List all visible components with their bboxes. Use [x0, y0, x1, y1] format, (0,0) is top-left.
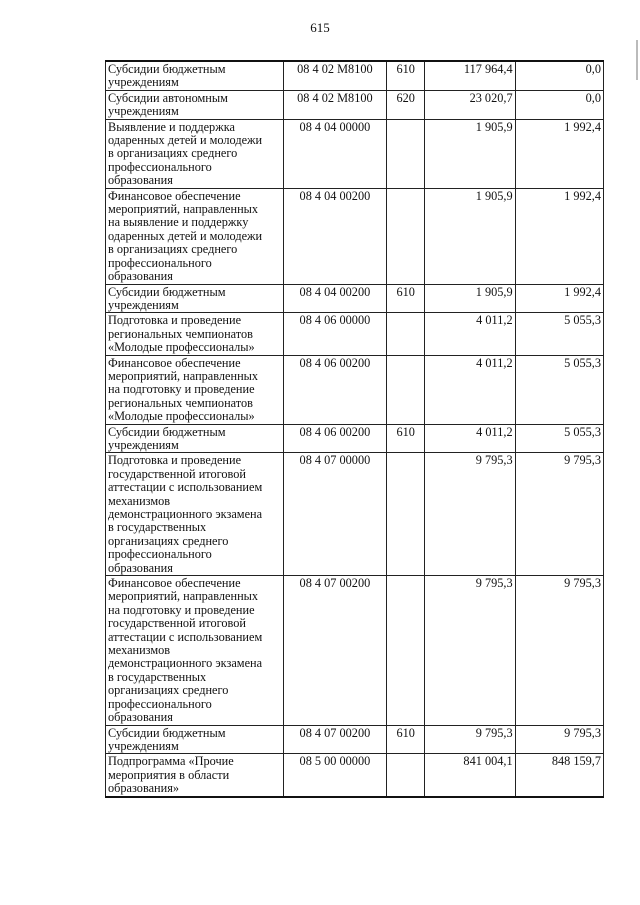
row-code: 08 4 06 00000: [283, 313, 386, 355]
row-value-year1: 9 795,3: [425, 725, 515, 754]
row-value-year2: 1 992,4: [515, 188, 603, 284]
row-expense-type: [387, 355, 425, 424]
row-code: 08 4 04 00200: [283, 188, 386, 284]
table-row: [106, 119, 604, 188]
row-value-year2: 848 159,7: [515, 754, 603, 797]
table-row: [106, 453, 604, 576]
row-value-year2: 0,0: [515, 90, 603, 119]
row-value-year2: 9 795,3: [515, 725, 603, 754]
row-name: Подпрограмма «Прочие мероприятия в области образования»: [106, 754, 284, 797]
page-number: 615: [310, 20, 330, 35]
row-expense-type: 610: [387, 725, 425, 754]
row-code: 08 4 07 00000: [283, 453, 386, 576]
row-value-year1: 1 905,9: [425, 188, 515, 284]
row-name: Финансовое обеспечение мероприятий, направленных на подготовку и проведение государственной итоговой аттестации с использованием механизмов демонстрационного экзамена в государственных организациях среднего профессионального образования: [106, 576, 284, 725]
row-code: 08 4 04 00200: [283, 284, 386, 313]
row-expense-type: 610: [387, 424, 425, 453]
row-value-year1: 1 905,9: [425, 119, 515, 188]
row-value-year1: 4 011,2: [425, 313, 515, 355]
row-expense-type: 610: [387, 284, 425, 313]
row-expense-type: [387, 453, 425, 576]
row-code: 08 4 06 00200: [283, 355, 386, 424]
row-expense-type: [387, 119, 425, 188]
table-row: [106, 90, 604, 119]
row-value-year2: 9 795,3: [515, 576, 603, 725]
row-expense-type: [387, 188, 425, 284]
row-value-year2: 1 992,4: [515, 119, 603, 188]
row-value-year2: 1 992,4: [515, 284, 603, 313]
row-code: 08 4 02 М8100: [283, 90, 386, 119]
row-expense-type: 620: [387, 90, 425, 119]
row-value-year1: 4 011,2: [425, 355, 515, 424]
table-row: [106, 284, 604, 313]
row-expense-type: [387, 576, 425, 725]
row-name: Субсидии бюджетным учреждениям: [106, 284, 284, 313]
row-value-year2: 0,0: [515, 61, 603, 90]
table-row: [106, 576, 604, 725]
table-row: [106, 355, 604, 424]
row-name: Подготовка и проведение региональных чемпионатов «Молодые профессионалы»: [106, 313, 284, 355]
row-value-year2: 5 055,3: [515, 424, 603, 453]
row-name: Субсидии бюджетным учреждениям: [106, 424, 284, 453]
row-value-year1: 23 020,7: [425, 90, 515, 119]
table-row: [106, 424, 604, 453]
table-row: [106, 313, 604, 355]
row-value-year1: 9 795,3: [425, 453, 515, 576]
row-expense-type: [387, 313, 425, 355]
row-expense-type: 610: [387, 61, 425, 90]
row-code: 08 4 07 00200: [283, 576, 386, 725]
row-expense-type: [387, 754, 425, 797]
row-name: Финансовое обеспечение мероприятий, направленных на подготовку и проведение региональных чемпионатов «Молодые профессионалы»: [106, 355, 284, 424]
table-row: [106, 61, 604, 90]
scan-edge-mark: [636, 40, 638, 80]
row-value-year1: 4 011,2: [425, 424, 515, 453]
row-code: 08 4 06 00200: [283, 424, 386, 453]
row-value-year2: 5 055,3: [515, 355, 603, 424]
row-value-year1: 841 004,1: [425, 754, 515, 797]
row-name: Финансовое обеспечение мероприятий, направленных на выявление и поддержку одаренных детей и молодежи в организациях среднего профессионального образования: [106, 188, 284, 284]
row-code: 08 4 07 00200: [283, 725, 386, 754]
row-name: Субсидии бюджетным учреждениям: [106, 725, 284, 754]
budget-table: [105, 60, 604, 798]
table-row: [106, 188, 604, 284]
row-code: 08 4 02 М8100: [283, 61, 386, 90]
row-name: Выявление и поддержка одаренных детей и молодежи в организациях среднего профессионального образования: [106, 119, 284, 188]
row-value-year1: 9 795,3: [425, 576, 515, 725]
row-code: 08 5 00 00000: [283, 754, 386, 797]
row-name: Субсидии бюджетным учреждениям: [106, 61, 284, 90]
row-value-year2: 9 795,3: [515, 453, 603, 576]
row-name: Подготовка и проведение государственной итоговой аттестации с использованием механизмов демонстрационного экзамена в государственных организациях среднего профессионального образования: [106, 453, 284, 576]
row-value-year2: 5 055,3: [515, 313, 603, 355]
row-value-year1: 1 905,9: [425, 284, 515, 313]
table-row: [106, 754, 604, 797]
row-code: 08 4 04 00000: [283, 119, 386, 188]
row-value-year1: 117 964,4: [425, 61, 515, 90]
table-row: [106, 725, 604, 754]
row-name: Субсидии автономным учреждениям: [106, 90, 284, 119]
